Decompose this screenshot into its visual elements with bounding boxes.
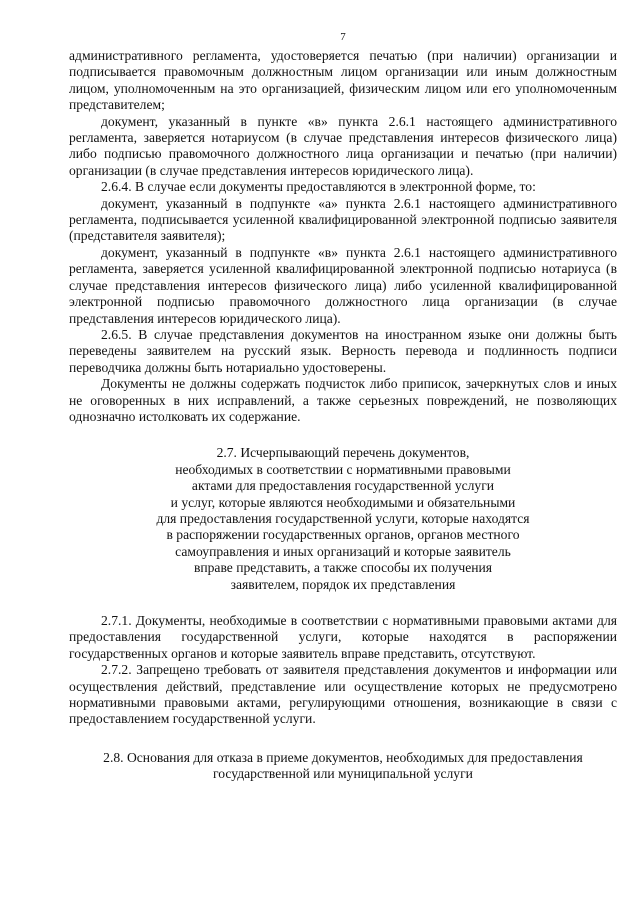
- section-heading-2-8: [69, 750, 617, 783]
- page-number: 7: [340, 31, 346, 43]
- section-heading-2-7: [69, 445, 617, 593]
- paragraph-2-6-4: 2.6.4. В случае если документы предоставляются в электронной форме, то:: [101, 179, 536, 195]
- heading-line: вправе представить, а также способы их получения: [193, 560, 493, 576]
- paragraph-doc-v-paper: документ, указанный в пункте «в» пункта 2.6.1 настоящего административного регламента, заверяется нотариусом (в случае представления интересов физического лица) либо подписью правомочного должностного лица организации и печатью (при наличии) организации (в случае представления интересов юридического лица).: [69, 113, 617, 178]
- document-page: [69, 30, 617, 783]
- heading-line: для предоставления государственной услуги, которые находятся: [156, 510, 530, 526]
- paragraph-2-7-2: 2.7.2. Запрещено требовать от заявителя представления документов и информации или осуществления действий, представление или осуществление которых не предусмотрено нормативными правовыми актами, регулирующими отношения, возникающие в связи с предоставлением государственной услуги.: [69, 662, 617, 727]
- heading-line: необходимых в соответствии с нормативными правовыми: [175, 461, 511, 477]
- paragraphs-top: [69, 48, 617, 425]
- heading-line: актами для предоставления государственной услуги: [191, 478, 495, 494]
- heading-line: в распоряжении государственных органов, органов местного: [166, 527, 520, 543]
- paragraph-doc-a-electronic: документ, указанный в подпункте «а» пункта 2.6.1 настоящего административного регламента, подписывается усиленной квалифицированной электронной подписью заявителя (представителя заявителя);: [69, 195, 617, 244]
- heading-line: самоуправления и иных организаций и которые заявитель: [175, 543, 511, 559]
- heading-line: заявителем, порядок их представления: [230, 576, 456, 592]
- paragraph-doc-v-electronic: документ, указанный в подпункте «в» пункта 2.6.1 настоящего административного регламента, заверяется усиленной квалифицированной электронной подписью нотариуса (в случае представления интересов физического лица) либо усиленной квалифицированной электронной подписью правомочного должностного лица организации (в случае представления интересов юридического лица).: [69, 244, 617, 326]
- heading-line: государственной или муниципальной услуги: [213, 766, 473, 782]
- paragraph-continuation: административного регламента, удостоверяется печатью (при наличии) организации и подписывается правомочным должностным лицом организации или иным должностным лицом, уполномоченным на это организацией, физическим лицом или его уполномоченным представителем;: [69, 48, 617, 113]
- paragraph-2-6-5: 2.6.5. В случае представления документов на иностранном языке они должны быть переведены заявителем на русский язык. Верность перевода и подлинность подписи переводчика должны быть нотариально удостоверены.: [69, 326, 617, 375]
- heading-line: и услуг, которые являются необходимыми и обязательными: [170, 494, 516, 510]
- paragraph-no-corrections: Документы не должны содержать подчисток либо приписок, зачеркнутых слов и иных не оговоренных в них исправлений, а также серьезных повреждений, не позволяющих однозначно истолковать их содержание.: [69, 376, 617, 424]
- heading-line: 2.8. Основания для отказа в приеме документов, необходимых для предоставления: [103, 749, 583, 765]
- paragraphs-bottom: [69, 613, 617, 728]
- paragraph-2-7-1: 2.7.1. Документы, необходимые в соответствии с нормативными правовыми актами для предоставления государственной услуги, которые находятся в распоряжении государственных органов и которые заявитель вправе представить, отсутствуют.: [69, 613, 617, 661]
- heading-line: 2.7. Исчерпывающий перечень документов,: [216, 445, 470, 461]
